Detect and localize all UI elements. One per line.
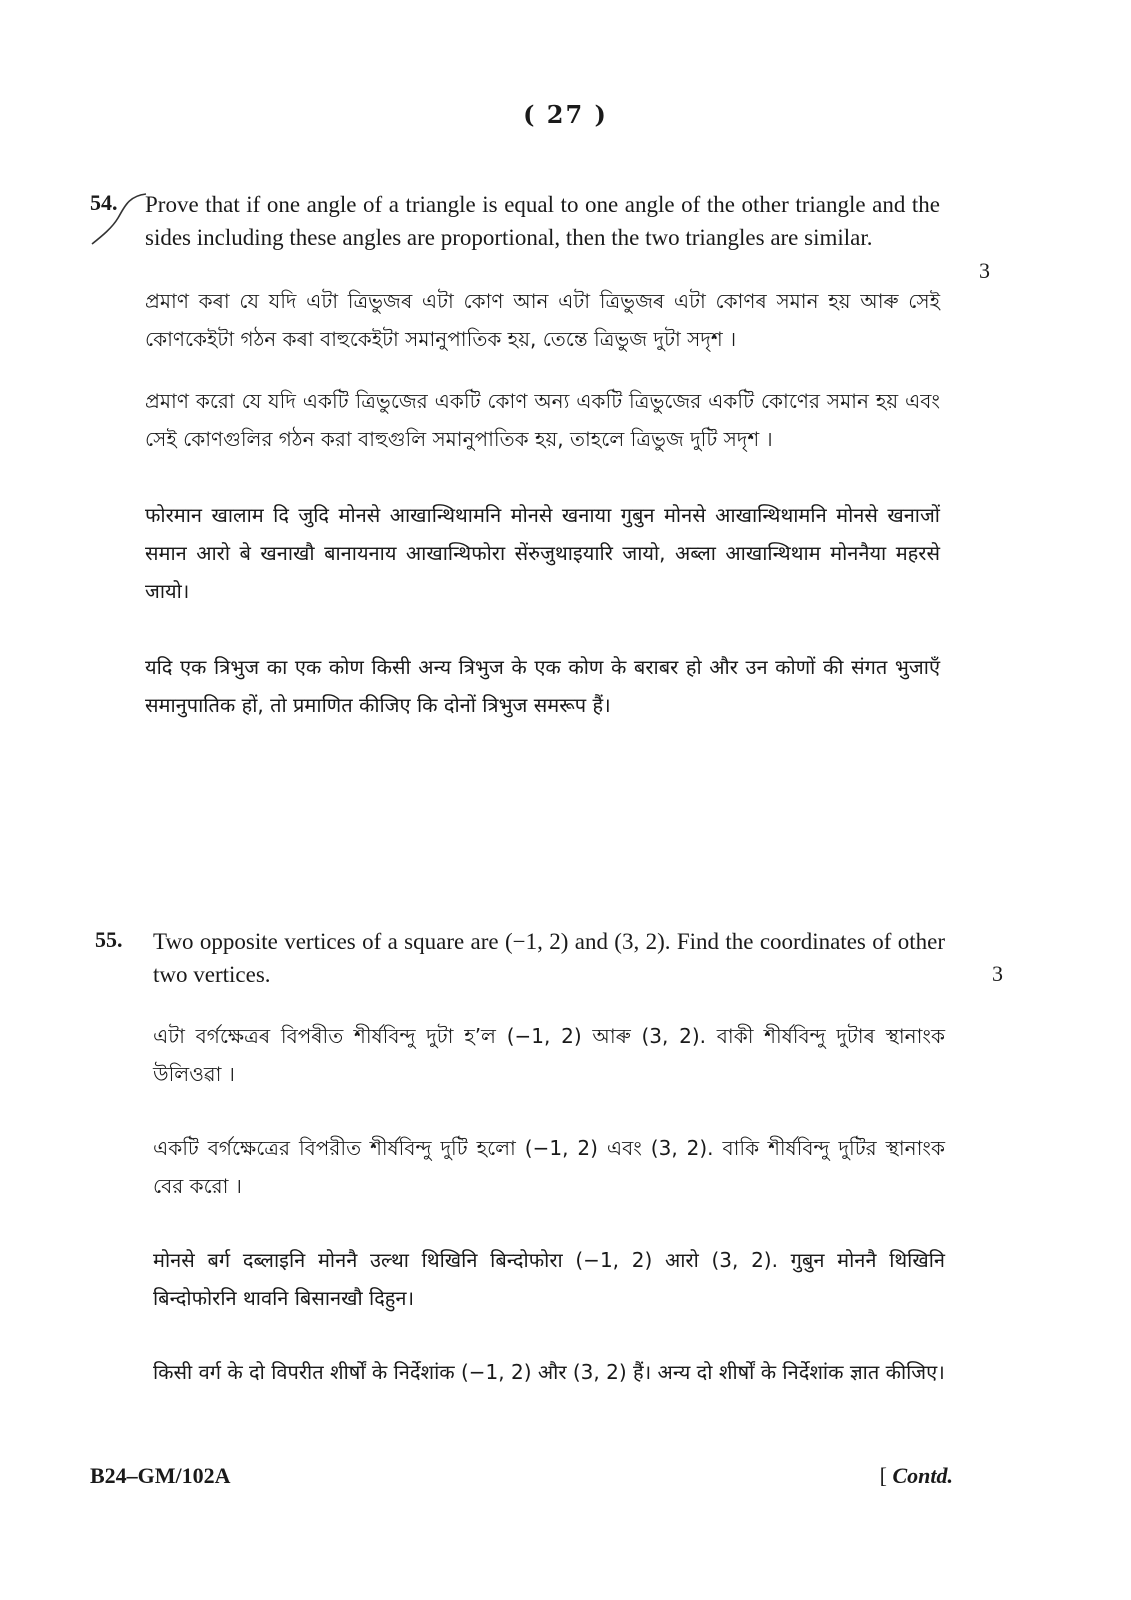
- page-number: ( 27 ): [523, 100, 608, 129]
- question-text-bodo: मोनसे बर्ग दब्लाइनि मोननै उल्था थिखिनि बिन्दोफोरा (−1, 2) आरो (3, 2). गुबुन मोननै थिखिनि बिन्दोफोरनि थावनि बिसानखौ दिहुन।: [153, 1248, 945, 1310]
- question-marks: 3: [992, 961, 1003, 986]
- question-text-bengali: প্রমাণ করো যে যদি একটি ত্রিভুজের একটি কোণ অন্য একটি ত্রিভুজের একটি কোণের সমান হয় এবং সেই কোণগুলির গঠন করা বাহুগুলি সমানুপাতিক হয়, তাহলে ত্রিভুজ দুটি সদৃশ ।: [145, 389, 940, 451]
- question-text-bodo: फोरमान खालाम दि जुदि मोनसे आखान्थिथामनि मोनसे खनाया गुबुन मोनसे आखान्थिथामनि मोनसे खनाजों समान आरो बे खनाखौ बानायनाय आखान्थिफोरा सेंरुजुथाइयारि जायो, अब्ला आखान्थिथाम मोननैया महरसे जायो।: [145, 503, 940, 603]
- question-text-bengali: একটি বর্গক্ষেত্রের বিপরীত শীর্ষবিন্দু দুটি হলো (−1, 2) এবং (3, 2). বাকি শীর্ষবিন্দু দুটির স্থানাংক বের করো ।: [153, 1136, 945, 1198]
- continued-text: Contd.: [892, 1463, 953, 1488]
- continued-label: [ Contd.: [879, 1463, 953, 1488]
- question-text-hindi: किसी वर्ग के दो विपरीत शीर्षों के निर्देशांक (−1, 2) और (3, 2) हैं। अन्य दो शीर्षों के निर्देशांक ज्ञात कीजिए।: [153, 1360, 945, 1384]
- question-number: 54.: [90, 190, 118, 215]
- question-text-english: Two opposite vertices of a square are (−1, 2) and (3, 2). Find the coordinates of other two vertices.: [153, 929, 945, 987]
- question-text-assamese: এটা বৰ্গক্ষেত্ৰৰ বিপৰীত শীৰ্ষবিন্দু দুটা হ’ল (−1, 2) আৰু (3, 2). বাকী শীৰ্ষবিন্দু দুটাৰ স্থানাংক উলিওৱা ।: [153, 1024, 945, 1086]
- question-marks: 3: [979, 258, 990, 283]
- question-text-hindi: यदि एक त्रिभुज का एक कोण किसी अन्य त्रिभुज के एक कोण के बराबर हो और उन कोणों की संगत भुजाएँ समानुपातिक हों, तो प्रमाणित कीजिए कि दोनों त्रिभुज समरूप हैं।: [145, 655, 940, 717]
- question-text-english: Prove that if one angle of a triangle is equal to one angle of the other triangle and the sides including these angles are proportional, then the two triangles are similar.: [145, 192, 940, 250]
- question-number: 55.: [95, 927, 123, 952]
- paper-code: B24–GM/102A: [90, 1463, 231, 1488]
- question-text-assamese: প্ৰমাণ কৰা যে যদি এটা ত্ৰিভুজৰ এটা কোণ আন এটা ত্ৰিভুজৰ এটা কোণৰ সমান হয় আৰু সেই কোণকেইটা গঠন কৰা বাহুকেইটা সমানুপাতিক হয়, তেন্তে ত্ৰিভুজ দুটা সদৃশ ।: [145, 289, 940, 351]
